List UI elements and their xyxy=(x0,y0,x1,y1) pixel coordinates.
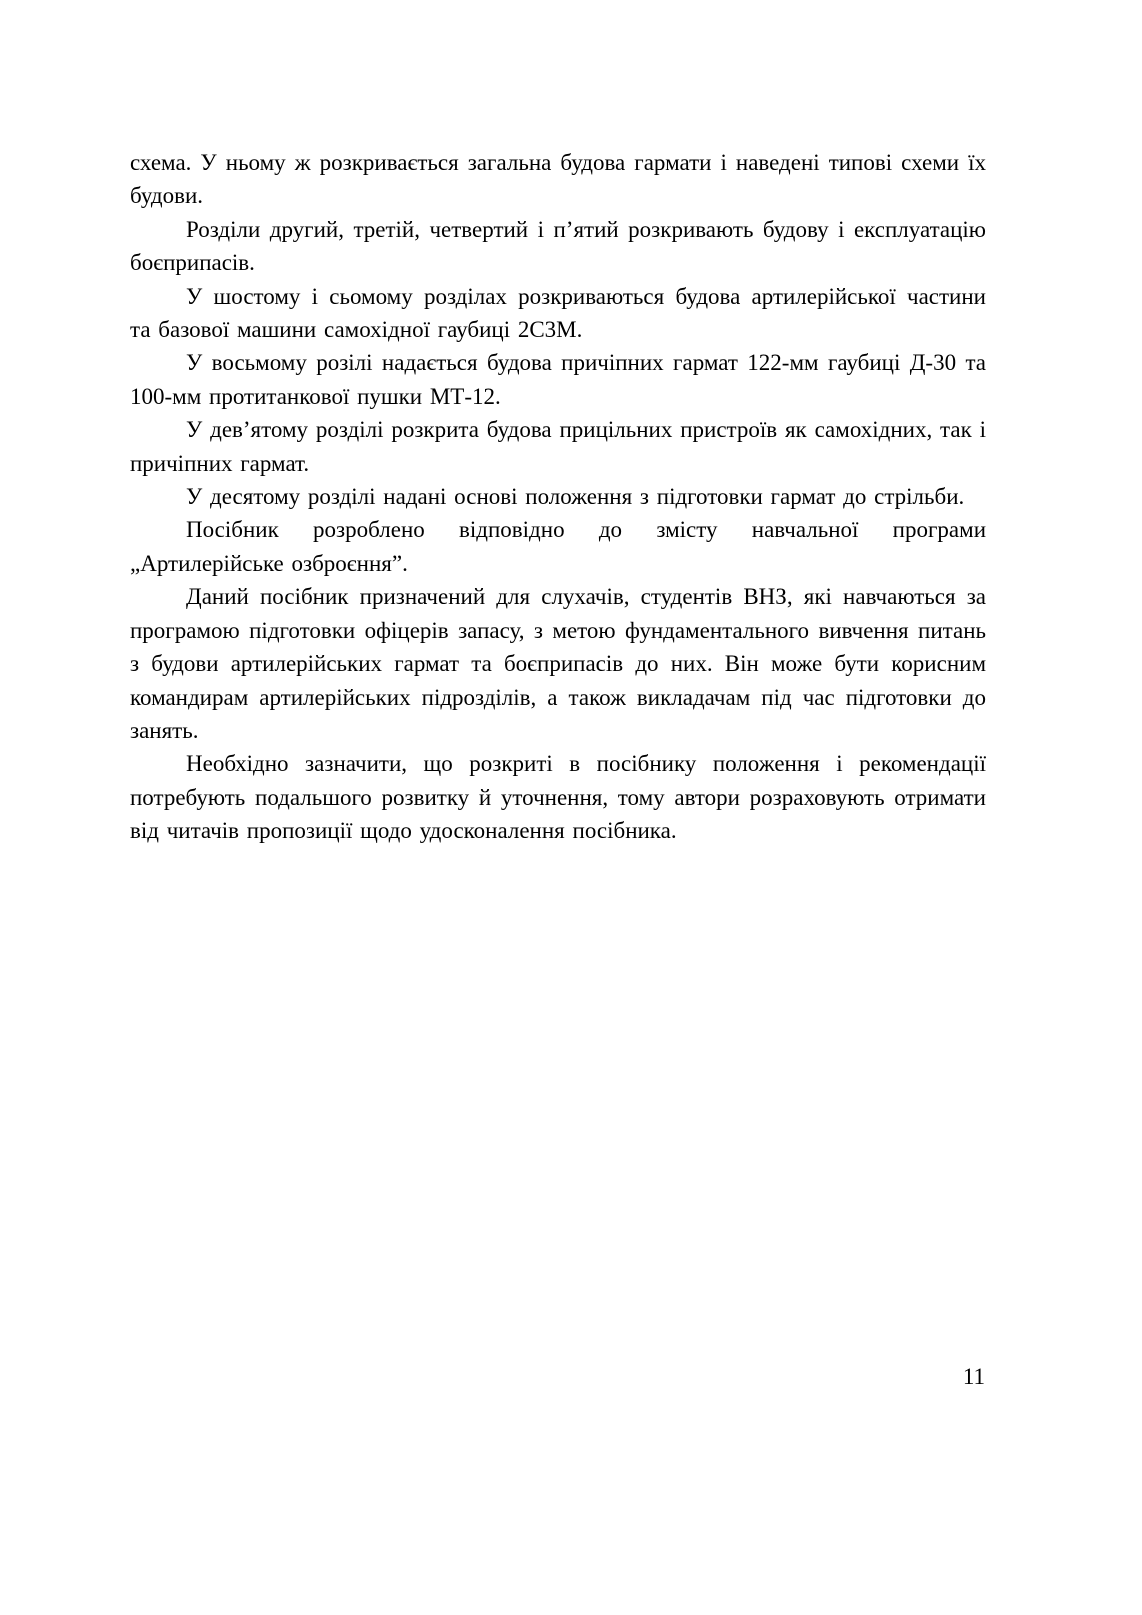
paragraph: Даний посібник призначений для слухачів, студентів ВНЗ, які навчаються за програмою підготовки офіцерів запасу, з метою фундаментального вивчення питань з будови артилерійських гармат та боєприпасів до них. Він може бути корисним командирам артилерійських підрозділів, а також викладачам під час підготовки до занять. xyxy=(130,584,986,743)
page-text-block xyxy=(130,146,986,848)
page-number: 11 xyxy=(962,1364,985,1389)
paragraph: У шостому і сьомому розділах розкриваються будова артилерійської частини та базової машини самохідної гаубиці 2С3М. xyxy=(130,283,986,343)
paragraph: Посібник розроблено відповідно до змісту навчальної програми „Артилерійське озброєння”. xyxy=(130,517,986,576)
paragraph: Розділи другий, третій, четвертий і п’ятий розкривають будову і експлуатацію боєприпасів. xyxy=(130,216,986,276)
paragraph: У десятому розділі надані основі положення з підготовки гармат до стрільби. xyxy=(186,484,965,510)
paragraph: схема. У ньому ж розкривається загальна будова гармати і наведені типові схеми їх будови. xyxy=(130,150,986,209)
paragraph: Необхідно зазначити, що розкриті в посібнику положення і рекомендації потребують подальшого розвитку й уточнення, тому автори розраховують отримати від читачів пропозиції щодо удосконалення посібника. xyxy=(130,751,986,844)
paragraph: У восьмому розілі надається будова причіпних гармат 122-мм гаубиці Д-30 та 100-мм протитанкової пушки МТ-12. xyxy=(130,350,986,409)
paragraph: У дев’ятому розділі розкрита будова прицільних пристроїв як самохідних, так і причіпних гармат. xyxy=(130,417,986,476)
